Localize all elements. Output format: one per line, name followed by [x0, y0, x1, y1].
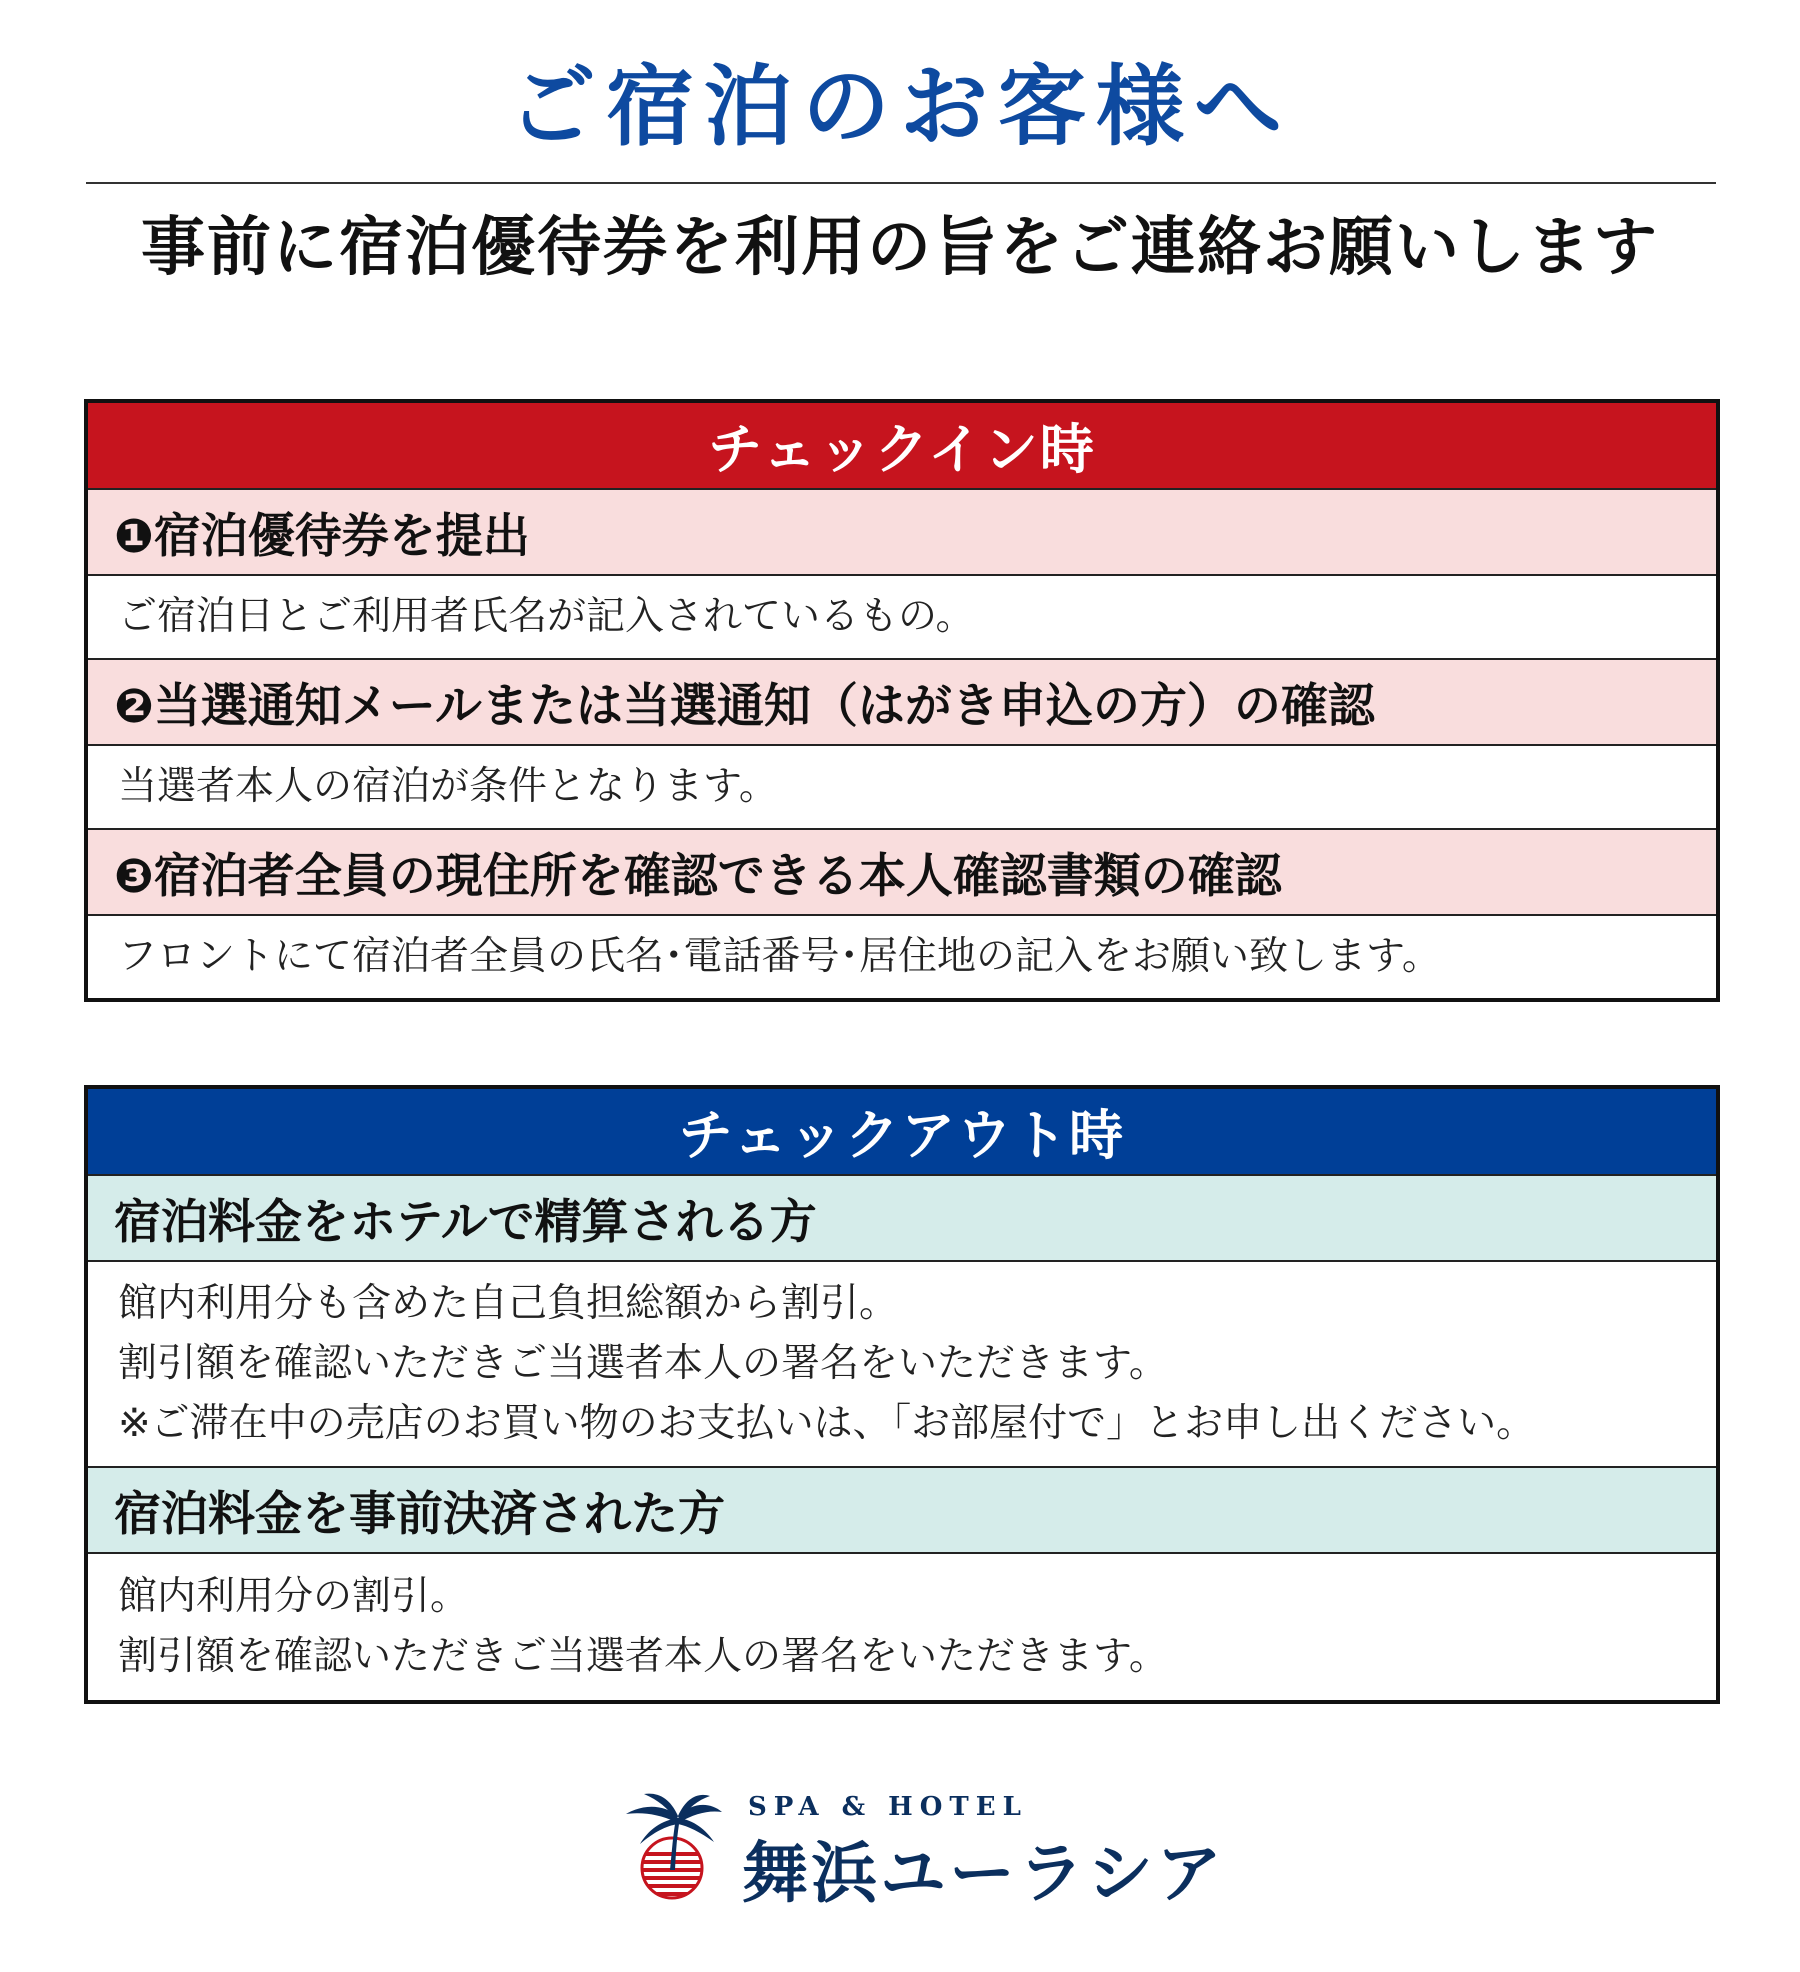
- checkout-section-1-body: [88, 1260, 1716, 1466]
- checkout-section-1-line-1: 館内利用分も含めた自己負担総額から割引。: [118, 1281, 899, 1326]
- checkin-step-2-line-1: 当選者本人の宿泊が条件となります。: [118, 764, 778, 809]
- hotel-logo: [618, 1790, 1225, 1912]
- checkin-step-1-line-1: ご宿泊日とご利用者氏名が記入されているもの。: [118, 594, 975, 639]
- checkin-step-1-title: ❶宿泊優待券を提出: [88, 488, 1716, 574]
- checkout-section-1-title: 宿泊料金をホテルで精算される方: [88, 1174, 1716, 1260]
- checkout-section-1-line-3: ※ご滞在中の売店のお買い物のお支払いは、「お部屋付で」とお申し出ください。: [118, 1401, 1536, 1446]
- checkin-box: [84, 399, 1720, 1002]
- checkin-step-3-line-1: フロントにて宿泊者全員の氏名･電話番号･居住地の記入をお願い致します。: [118, 934, 1441, 979]
- checkout-section-1-line-2: 割引額を確認いただきご当選者本人の署名をいただきます。: [118, 1341, 1168, 1386]
- checkout-section-2-line-1: 館内利用分の割引。: [118, 1574, 470, 1619]
- checkout-section-2-title: 宿泊料金を事前決済された方: [88, 1466, 1716, 1552]
- checkout-section-2-body: [88, 1552, 1716, 1700]
- checkin-step-2-title: ❷当選通知メールまたは当選通知（はがき申込の方）の確認: [88, 658, 1716, 744]
- palm-tree-sun-icon: [618, 1790, 726, 1900]
- checkin-step-3-title: ❸宿泊者全員の現住所を確認できる本人確認書類の確認: [88, 828, 1716, 914]
- checkin-step-1-body: [88, 574, 1716, 658]
- checkout-section-2-line-2: 割引額を確認いただきご当選者本人の署名をいただきます。: [118, 1634, 1168, 1679]
- logo-tagline: SPA & HOTEL: [748, 1792, 1028, 1822]
- title-divider: [86, 182, 1716, 184]
- page-subtitle: 事前に宿泊優待券を利用の旨をご連絡お願いします: [141, 211, 1659, 285]
- checkout-header: チェックアウト時: [88, 1089, 1716, 1174]
- checkin-step-2-body: [88, 744, 1716, 828]
- page-title: ご宿泊のお客様へ: [507, 54, 1292, 158]
- checkin-step-3-body: [88, 914, 1716, 998]
- checkout-box: [84, 1085, 1720, 1704]
- checkin-header: チェックイン時: [88, 403, 1716, 488]
- logo-name: 舞浜ユーラシア: [742, 1834, 1225, 1912]
